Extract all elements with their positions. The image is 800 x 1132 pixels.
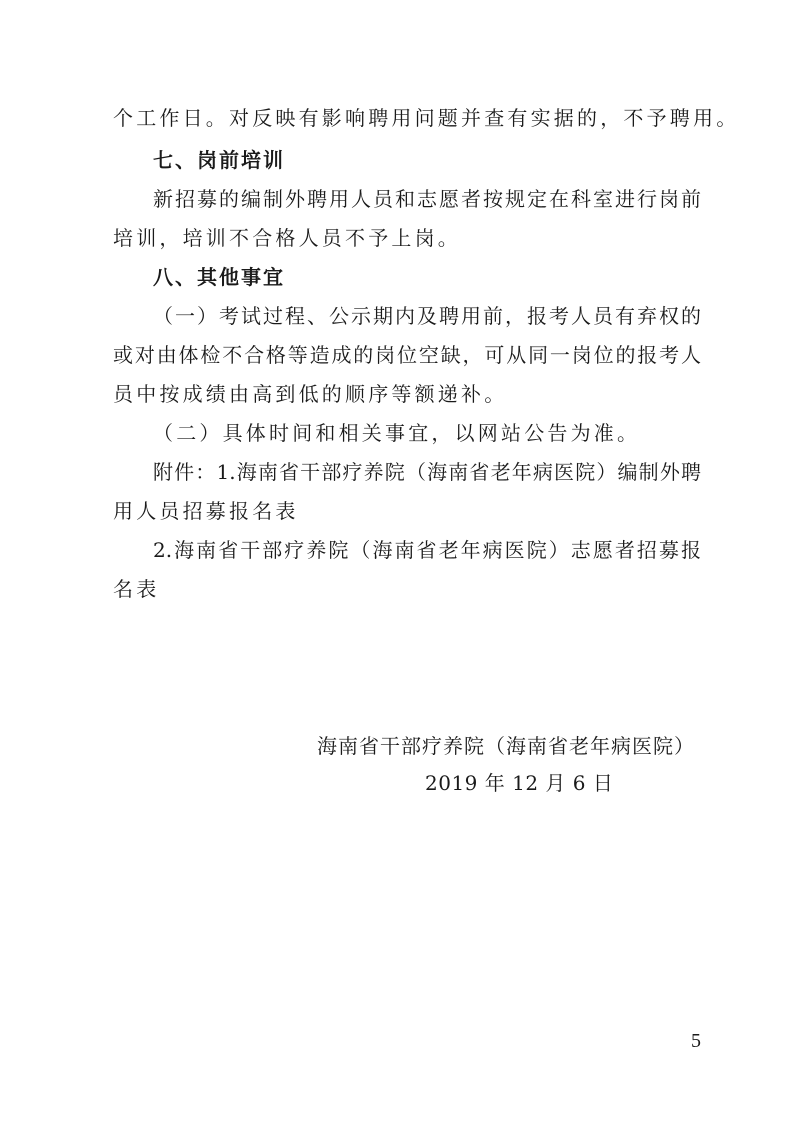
attachment-line-2-cont: 名表 [113, 577, 160, 601]
signature-date: 2019 年 12 月 6 日 [425, 771, 614, 795]
attachment-line-1-cont: 用人员招募报名表 [113, 499, 299, 523]
page-number: 5 [691, 1030, 701, 1052]
attachment-line-1: 附件：1.海南省干部疗养院（海南省老年病医院）编制外聘 [153, 460, 701, 484]
body-line-9: （二）具体时间和相关事宜，以网站公告为准。 [153, 421, 641, 445]
body-line-8: 员中按成绩由高到低的顺序等额递补。 [113, 382, 508, 406]
section-heading-7: 七、岗前培训 [153, 148, 285, 172]
body-line-6: （一）考试过程、公示期内及聘用前，报考人员有弃权的 [153, 304, 701, 328]
body-line-7: 或对由体检不合格等造成的岗位空缺，可从同一岗位的报考人 [113, 343, 701, 367]
body-line-1: 个工作日。对反映有影响聘用问题并查有实据的，不予聘用。 [113, 106, 740, 130]
section-heading-8: 八、其他事宜 [153, 265, 285, 289]
body-line-4: 培训，培训不合格人员不予上岗。 [113, 226, 461, 250]
body-line-3: 新招募的编制外聘用人员和志愿者按规定在科室进行岗前 [153, 187, 701, 211]
signature-organization: 海南省干部疗养院（海南省老年病医院） [317, 734, 695, 758]
attachment-line-2: 2.海南省干部疗养院（海南省老年病医院）志愿者招募报 [153, 538, 701, 562]
